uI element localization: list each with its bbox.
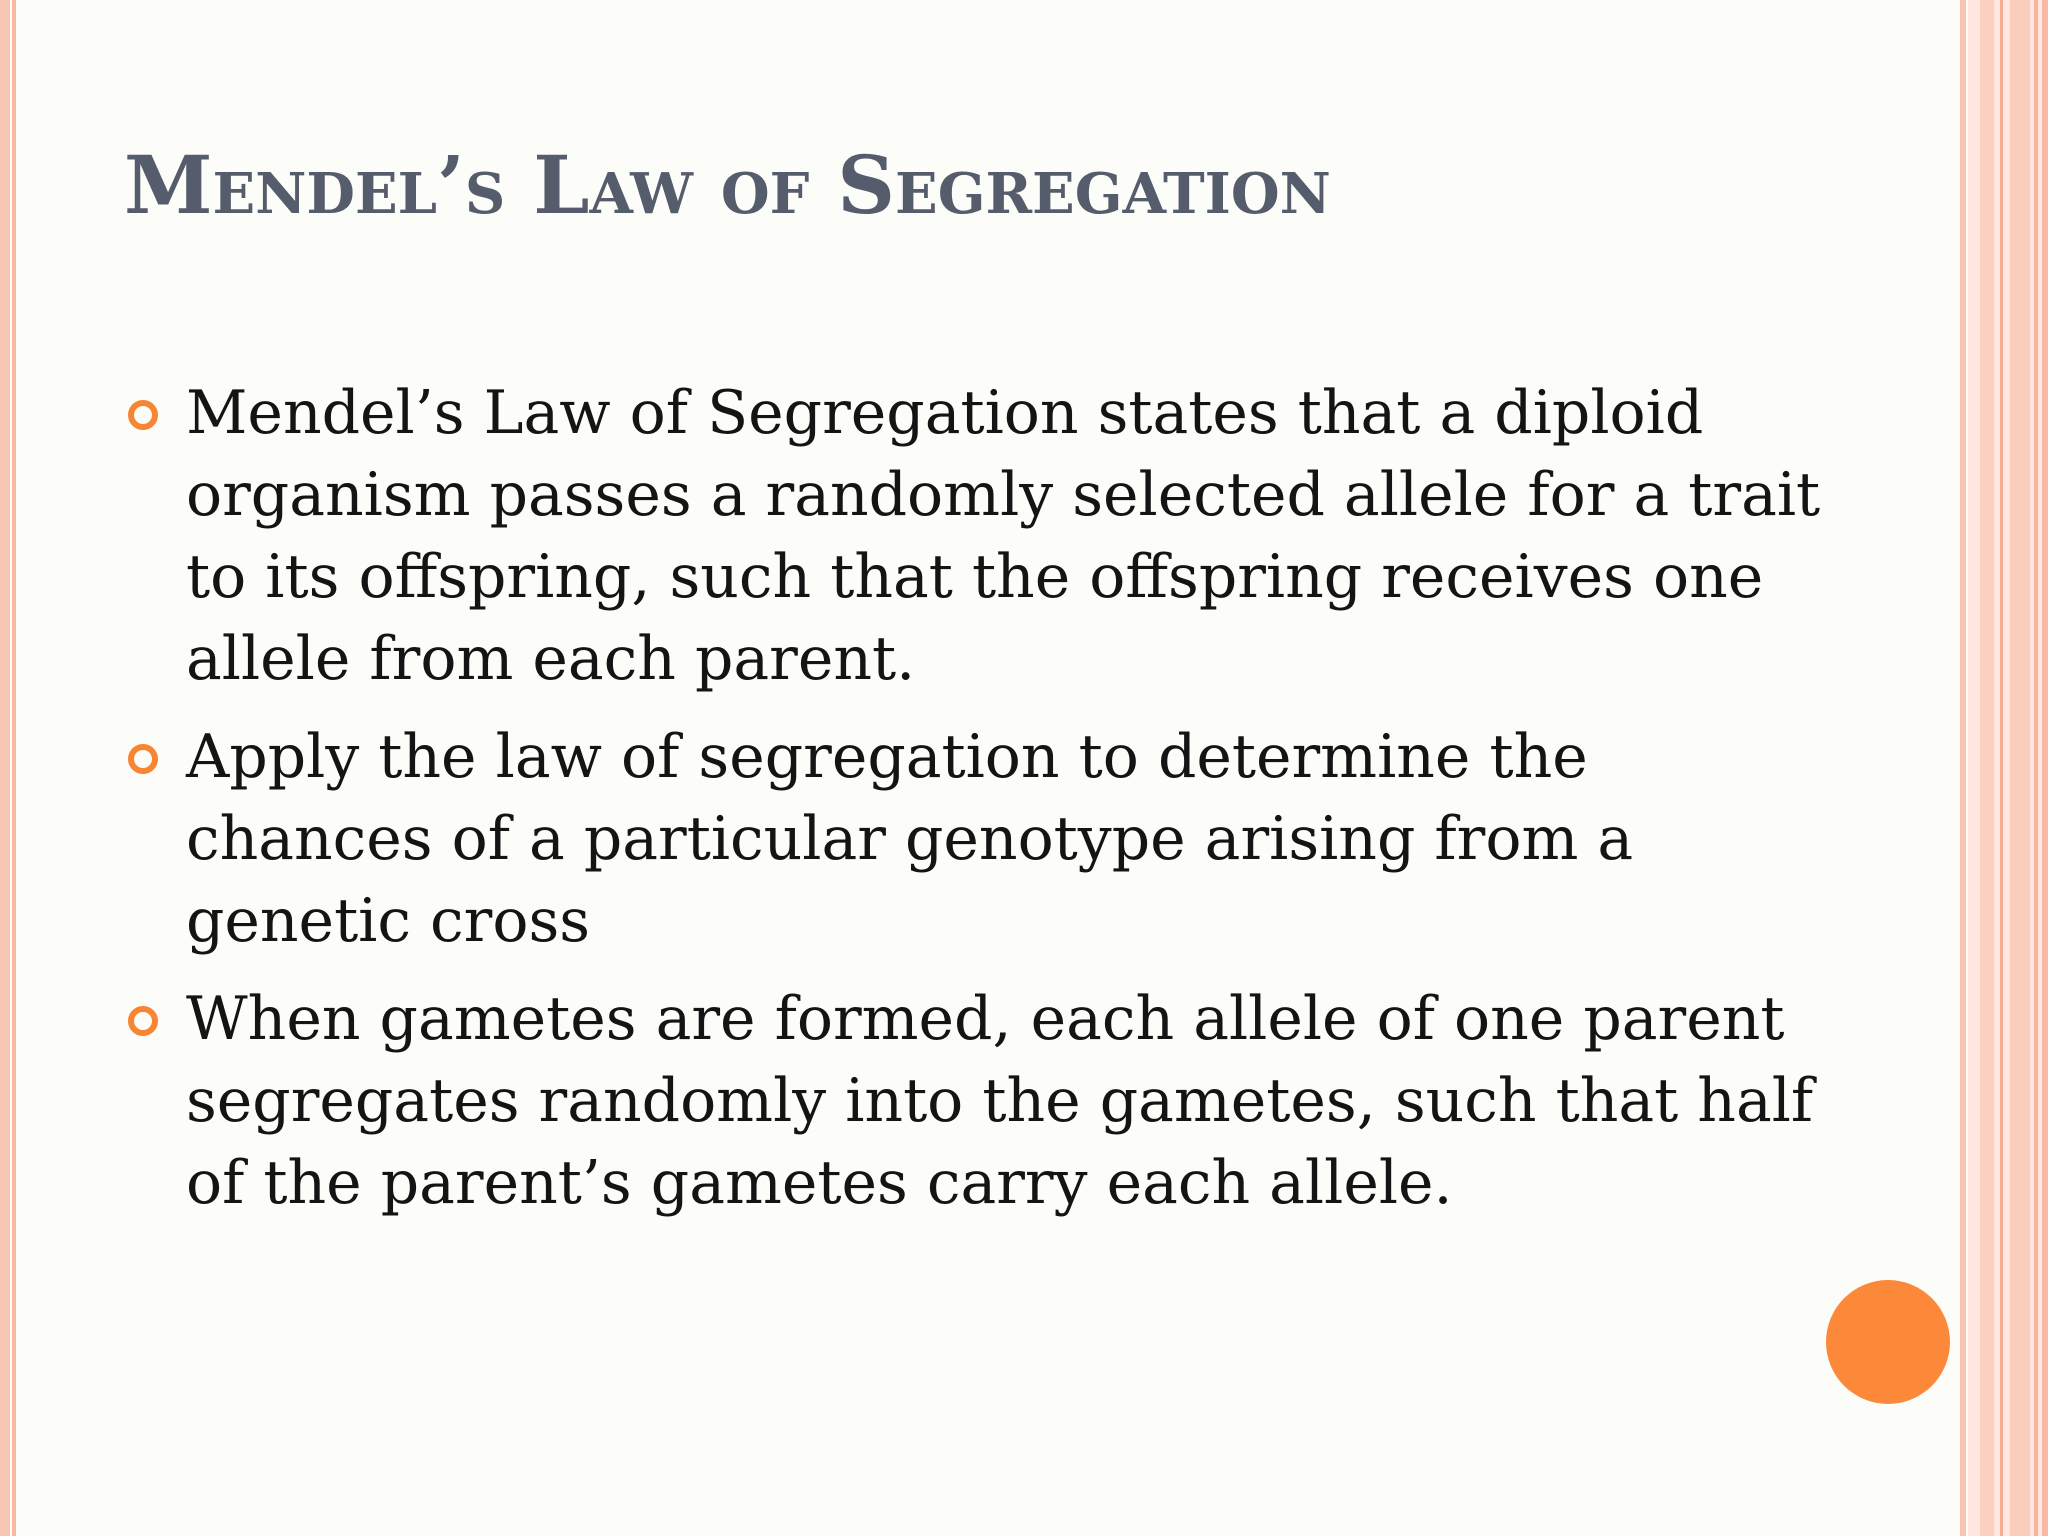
left-stripe bbox=[0, 0, 10, 1536]
bullet-item bbox=[124, 372, 1824, 700]
orange-circle-icon bbox=[1826, 1280, 1950, 1404]
bullet-text: Mendel’s Law of Segregation states that a diploid organism passes a randomly selected allele for a trait to its offspring, such that the offspring receives one allele from each parent. bbox=[186, 378, 1821, 694]
right-stripe bbox=[1960, 0, 1966, 1536]
bullet-text: When gametes are formed, each allele of one parent segregates randomly into the gametes, such that half of the parent’s gametes carry each allele. bbox=[186, 984, 1814, 1218]
bullet-item bbox=[124, 716, 1824, 962]
ring-bullet-icon bbox=[128, 744, 158, 774]
right-stripe bbox=[2034, 0, 2038, 1536]
ring-bullet-icon bbox=[128, 400, 158, 430]
right-stripe bbox=[2042, 0, 2048, 1536]
right-stripe bbox=[1980, 0, 1994, 1536]
slide-title: Mendel’s Law of Segregation bbox=[124, 138, 1331, 232]
bullet-list bbox=[124, 372, 1824, 1240]
right-stripe bbox=[2010, 0, 2030, 1536]
left-stripe-thin bbox=[12, 0, 16, 1536]
bullet-item bbox=[124, 978, 1824, 1224]
bullet-text: Apply the law of segregation to determine the chances of a particular genotype arising from a genetic cross bbox=[186, 722, 1634, 956]
right-stripe bbox=[2000, 0, 2003, 1536]
ring-bullet-icon bbox=[128, 1006, 158, 1036]
